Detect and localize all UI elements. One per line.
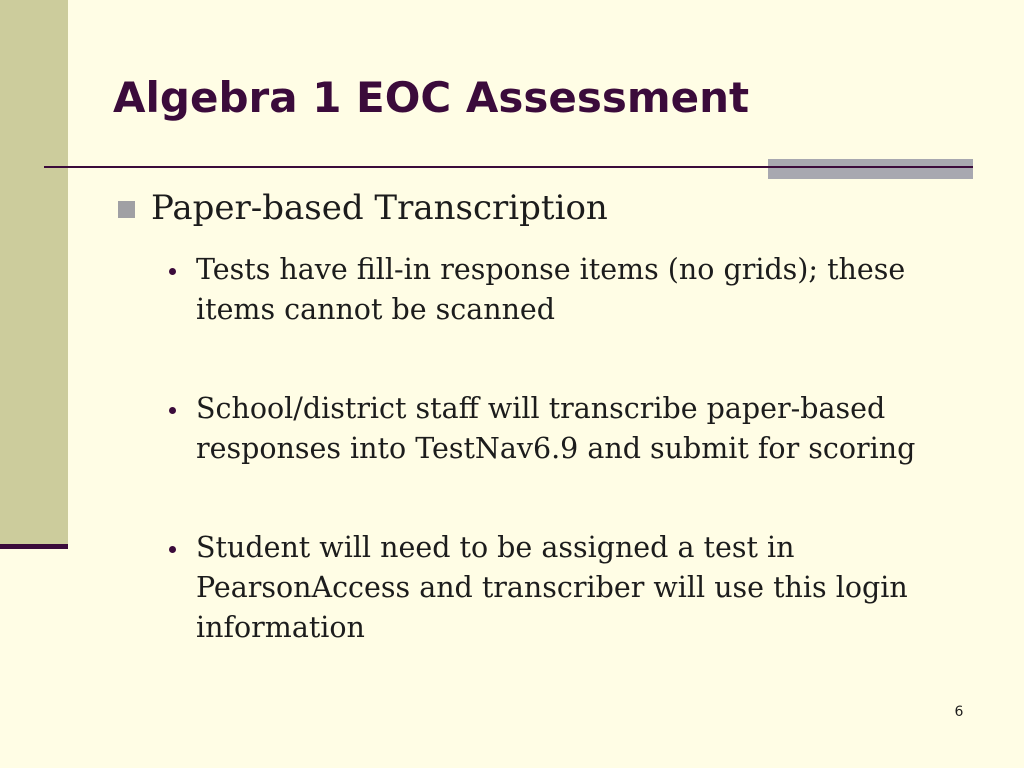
main-bullet-text: Paper-based Transcription <box>151 188 608 228</box>
slide-title: Algebra 1 EOC Assessment <box>113 73 750 122</box>
round-bullet-icon <box>169 268 176 275</box>
left-decorative-band <box>0 0 68 546</box>
sub-bullet-item <box>162 528 962 648</box>
title-accent-bar <box>768 159 973 179</box>
page-number: 6 <box>954 704 964 720</box>
round-bullet-icon <box>169 407 176 414</box>
left-accent-line <box>0 544 68 549</box>
square-bullet-icon <box>118 201 135 218</box>
sub-bullet-text: Student will need to be assigned a test in PearsonAccess and transcriber will use this login information <box>196 531 908 644</box>
sub-bullet-text: Tests have fill-in response items (no grids); these items cannot be scanned <box>196 253 906 326</box>
title-divider-overlay <box>768 166 973 168</box>
sub-bullet-text: School/district staff will transcribe paper-based responses into TestNav6.9 and submit for scoring <box>196 392 916 465</box>
sub-bullet-item <box>162 250 962 330</box>
round-bullet-icon <box>169 546 176 553</box>
sub-bullet-item <box>162 389 962 469</box>
main-bullet <box>118 186 608 230</box>
sub-bullet-list <box>162 250 962 707</box>
